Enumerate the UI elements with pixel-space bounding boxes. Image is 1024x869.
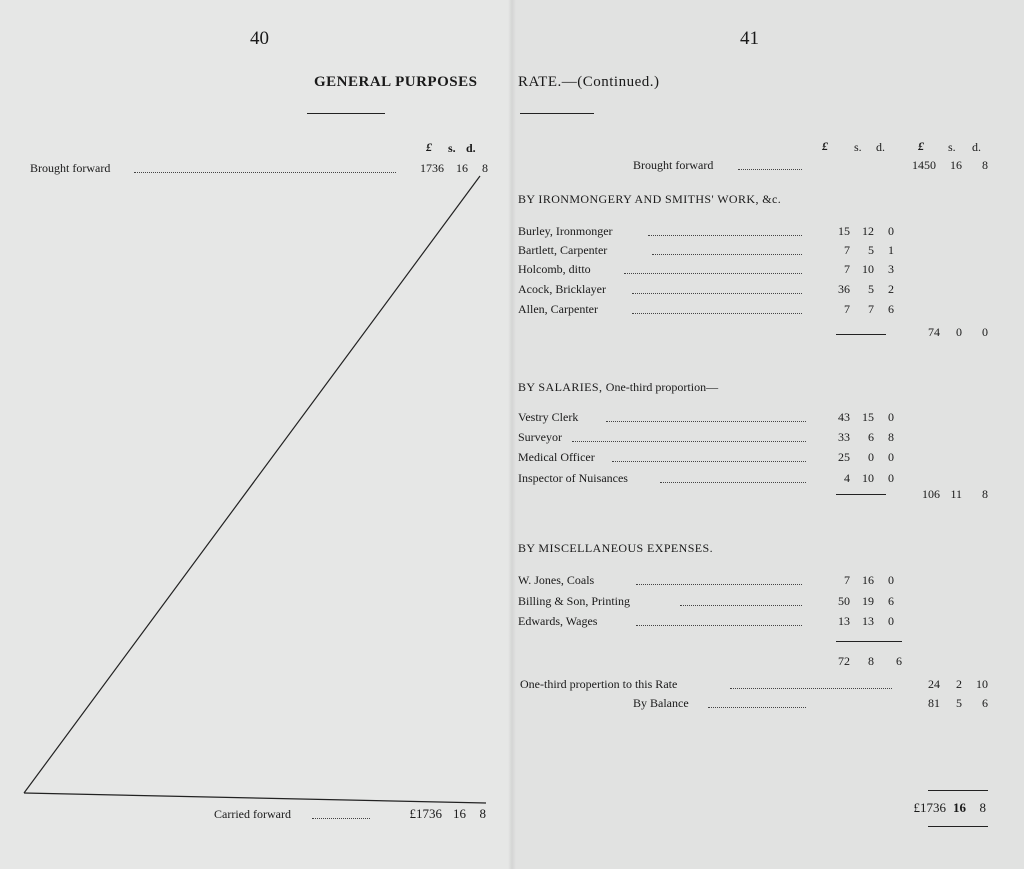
carried-forward-shillings: 16 — [453, 806, 466, 821]
leader-dots — [572, 441, 806, 442]
ledger-item-shillings: 19 — [862, 594, 874, 608]
ledger-item-shillings: 5 — [868, 282, 874, 296]
left-col-pence: d. — [466, 141, 476, 155]
section-total-pence: 0 — [982, 325, 988, 339]
grand-total-rule-top — [928, 790, 988, 791]
leader-dots — [606, 421, 806, 422]
misc-subtotal-shillings: 8 — [868, 654, 874, 668]
ledger-item-pounds: 4 — [844, 471, 850, 485]
ledger-item-pounds: 7 — [844, 302, 850, 316]
ledger-item-label: Billing & Son, Printing — [518, 594, 631, 608]
right-brought-forward-pence: 8 — [982, 158, 988, 172]
ledger-item-label: Holcomb, ditto — [518, 262, 591, 276]
by-balance-label: By Balance — [633, 696, 689, 710]
carried-forward-pence: 8 — [479, 806, 486, 821]
grand-total-amount: £1736 — [913, 800, 946, 815]
right-page-number: 41 — [740, 28, 759, 49]
ledger-item-shillings: 12 — [862, 224, 874, 238]
leader-dots — [738, 169, 802, 170]
subtotal-rule — [836, 494, 886, 495]
ledger-item-pence: 6 — [888, 594, 894, 608]
leader-dots — [660, 482, 806, 483]
ledger-item-shillings: 13 — [862, 614, 874, 628]
misc-subtotal-pence: 6 — [896, 654, 902, 668]
right-brought-forward-pounds: 1450 — [912, 158, 936, 172]
ledger-item-shillings: 15 — [862, 410, 874, 424]
section-title-miscellaneous: BY MISCELLANEOUS EXPENSES. — [518, 541, 713, 555]
ledger-item-label: Surveyor — [518, 430, 562, 444]
ledger-item-shillings: 7 — [868, 302, 874, 316]
ledger-item-label: Bartlett, Carpenter — [518, 243, 608, 257]
right-col2-shillings: s. — [948, 140, 956, 154]
one-third-shillings: 2 — [956, 677, 962, 691]
by-balance-pence: 6 — [982, 696, 988, 710]
ledger-item-pence: 1 — [888, 243, 894, 257]
by-balance-pounds: 81 — [928, 696, 940, 710]
ledger-item-label: Medical Officer — [518, 450, 595, 464]
carried-forward-amount: £1736 — [409, 806, 442, 821]
right-col1-pound: £ — [822, 139, 828, 153]
ledger-item-pounds: 43 — [838, 410, 850, 424]
subtotal-rule — [836, 334, 886, 335]
ledger-item-label: Inspector of Nuisances — [518, 471, 628, 485]
carried-forward-label: Carried forward — [214, 807, 291, 821]
grand-total-pence: 8 — [979, 800, 986, 815]
right-col1-shillings: s. — [854, 140, 862, 154]
leader-dots — [312, 818, 370, 819]
leader-dots — [624, 273, 802, 274]
ledger-item-pence: 3 — [888, 262, 894, 276]
leader-dots — [652, 254, 802, 255]
left-heading: GENERAL PURPOSES — [314, 74, 478, 90]
subtotal-rule — [836, 641, 902, 642]
left-col-pound: £ — [426, 140, 432, 154]
section-title-ironmongery: BY IRONMONGERY AND SMITHS' WORK, &c. — [518, 192, 782, 206]
ledger-item-pounds: 13 — [838, 614, 850, 628]
ledger-item-pounds: 15 — [838, 224, 850, 238]
right-col1-pence: d. — [876, 140, 885, 154]
ledger-item-label: Edwards, Wages — [518, 614, 598, 628]
left-page-number: 40 — [250, 28, 269, 49]
ledger-item-label: Burley, Ironmonger — [518, 224, 613, 238]
ledger-item-pence: 6 — [888, 302, 894, 316]
ledger-item-label: W. Jones, Coals — [518, 573, 595, 587]
grand-total-shillings: 16 — [953, 800, 966, 815]
ledger-item-pounds: 33 — [838, 430, 850, 444]
leader-dots — [730, 688, 892, 689]
section-subtitle-salaries: One-third proportion— — [605, 380, 719, 394]
leader-dots — [708, 707, 806, 708]
right-heading-rule — [520, 113, 594, 114]
ledger-item-pounds: 50 — [838, 594, 850, 608]
misc-subtotal-pounds: 72 — [838, 654, 850, 668]
leader-dots — [636, 584, 802, 585]
ledger-item-label: Allen, Carpenter — [518, 302, 598, 316]
leader-dots — [680, 605, 802, 606]
ledger-item-shillings: 10 — [862, 471, 874, 485]
right-brought-forward-shillings: 16 — [950, 158, 962, 172]
ledger-item-shillings: 6 — [868, 430, 874, 444]
right-brought-forward-label: Brought forward — [633, 158, 714, 172]
section-total-pounds: 74 — [928, 325, 940, 339]
ledger-item-pounds: 7 — [844, 262, 850, 276]
right-page — [512, 0, 1024, 869]
leader-dots — [648, 235, 802, 236]
section-total-shillings: 0 — [956, 325, 962, 339]
ledger-item-pence: 0 — [888, 471, 894, 485]
ledger-item-pence: 0 — [888, 614, 894, 628]
ledger-item-label: Acock, Bricklayer — [518, 282, 606, 296]
section-title-salaries — [518, 380, 718, 395]
one-third-pence: 10 — [976, 677, 988, 691]
leader-dots — [636, 625, 802, 626]
ledger-item-shillings: 5 — [868, 243, 874, 257]
leader-dots — [632, 313, 802, 314]
section-total-pence: 8 — [982, 487, 988, 501]
ledger-item-pounds: 36 — [838, 282, 850, 296]
ledger-item-shillings: 16 — [862, 573, 874, 587]
section-total-shillings: 11 — [950, 487, 962, 501]
left-col-shillings: s. — [448, 141, 456, 155]
ledger-item-pounds: 7 — [844, 573, 850, 587]
ledger-item-pence: 0 — [888, 410, 894, 424]
ledger-item-pence: 0 — [888, 450, 894, 464]
grand-total-rule-bottom — [928, 826, 988, 827]
right-heading: RATE.—(Continued.) — [518, 74, 660, 90]
ledger-item-shillings: 10 — [862, 262, 874, 276]
ledger-item-pence: 0 — [888, 224, 894, 238]
ledger-item-pence: 0 — [888, 573, 894, 587]
ledger-item-shillings: 0 — [868, 450, 874, 464]
ledger-item-label: Vestry Clerk — [518, 410, 579, 424]
by-balance-shillings: 5 — [956, 696, 962, 710]
ledger-item-pence: 2 — [888, 282, 894, 296]
one-third-label: One-third propertion to this Rate — [520, 677, 678, 691]
left-brought-forward-pence: 8 — [482, 161, 488, 175]
left-brought-forward-shillings: 16 — [456, 161, 468, 175]
ledger-item-pence: 8 — [888, 430, 894, 444]
leader-dots — [632, 293, 802, 294]
left-brought-forward-pounds: 1736 — [420, 161, 444, 175]
ledger-item-pounds: 7 — [844, 243, 850, 257]
ledger-item-pounds: 25 — [838, 450, 850, 464]
section-title-salaries-main: BY SALARIES, — [518, 380, 603, 394]
leader-dots — [612, 461, 806, 462]
one-third-pounds: 24 — [928, 677, 940, 691]
section-total-pounds: 106 — [922, 487, 940, 501]
right-col2-pound: £ — [918, 139, 924, 153]
right-col2-pence: d. — [972, 140, 981, 154]
left-brought-forward-label: Brought forward — [30, 161, 111, 175]
